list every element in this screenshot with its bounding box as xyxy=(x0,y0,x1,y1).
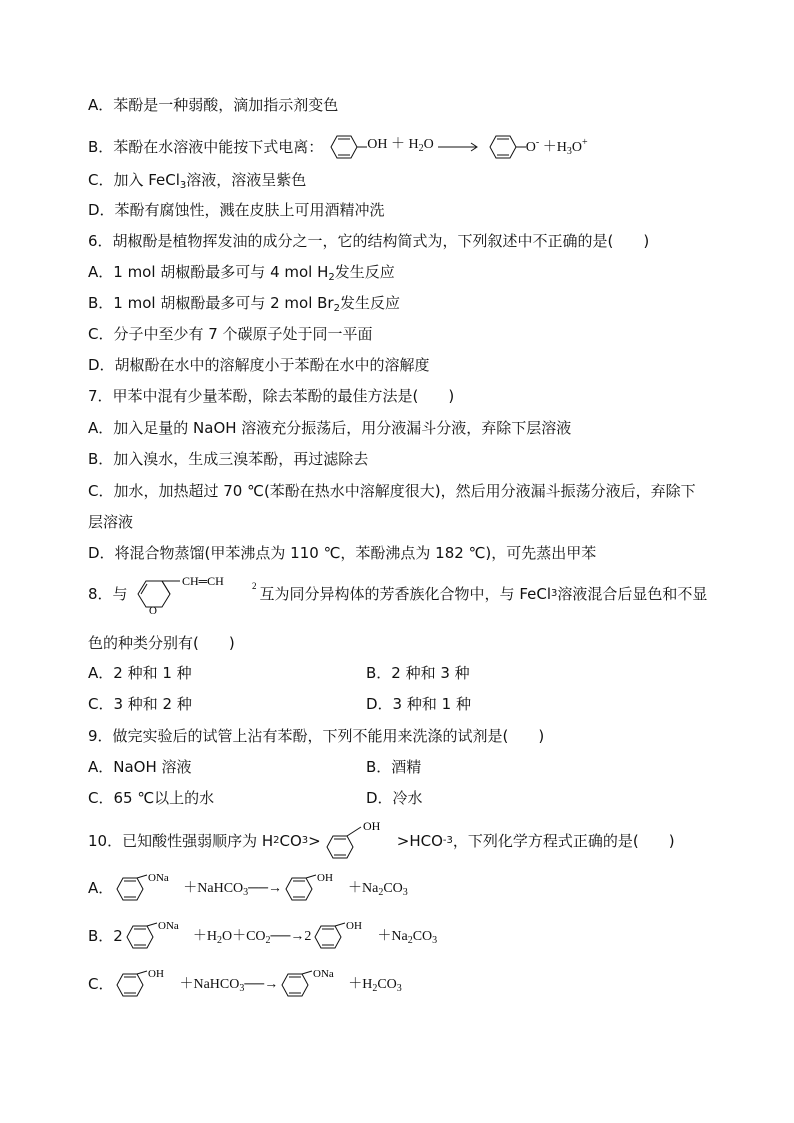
q9-option-c: C．65 ℃以上的水 xyxy=(88,789,215,807)
q7-option-b: B．加入溴水，生成三溴苯酚，再过滤除去 xyxy=(88,450,369,468)
q8-option-a: A．2 种和 1 种 xyxy=(88,664,192,682)
phenol-oh-label: OH xyxy=(362,819,381,833)
q10-option-a: A． ONa ＋NaHCO$_3$──→ OH $+Na_2CO_3$ xyxy=(88,872,408,902)
q7-stem: 7．甲苯中混有少量苯酚，除去苯酚的最佳方法是( ) xyxy=(88,387,455,405)
q7-option-d: D．将混合物蒸馏(甲苯沸点为 110 ℃，苯酚沸点为 182 ℃)，可先蒸出甲苯 xyxy=(88,544,597,562)
q8-option-d: D．3 种和 1 种 xyxy=(366,695,471,713)
svg-text:ONa: ONa xyxy=(157,920,179,932)
sodium-phenoxide-icon xyxy=(278,968,348,998)
q8-option-b: B．2 种和 3 种 xyxy=(366,664,470,682)
q6-option-b: B．1 mol 胡椒酚最多可与 2 mol $Br_2$发生反应 xyxy=(88,294,400,314)
q8-stem-line2: 色的种类分别有( ) xyxy=(88,634,235,652)
vinyl-label: CH═CH xyxy=(181,574,224,588)
q6-option-a: A．1 mol 胡椒酚最多可与 4 mol $H_2$发生反应 xyxy=(88,263,395,283)
q10-option-b: B．2 ONa $+H_2O+CO_2──\to 2$ OH $+Na_2CO_3$ xyxy=(88,920,437,950)
phenol-icon xyxy=(113,968,179,998)
q6-stem: 6．胡椒酚是植物挥发油的成分之一，它的结构简式为，下列叙述中不正确的是( ) xyxy=(88,232,650,250)
vinyl-subscript: 2 xyxy=(251,581,257,591)
q8-stem: 8．与 O CH═CH 2 互为同分异构体的芳香族化合物中，与 FeCl 3 溶液混合后显色和不显 xyxy=(88,574,708,616)
q9-option-d: D．冷水 xyxy=(366,789,423,807)
q7-option-c-line2: 层溶液 xyxy=(88,513,134,531)
benzene-ring-icon xyxy=(482,132,526,162)
q5-option-a: A．苯酚是一种弱酸，滴加指示剂变色 xyxy=(88,96,339,114)
q8-option-c: C．3 种和 2 种 xyxy=(88,695,192,713)
q10-option-c: C． OH ＋NaHCO$_3$──→ ONa $+H_2CO_3$ xyxy=(88,968,402,998)
pyran-vinyl-molecule-icon xyxy=(128,572,260,616)
ring-oxygen-label: O xyxy=(148,605,157,616)
q5-option-c: C．加入 FeCl$_3$溶液，溶液呈紫色 xyxy=(88,171,307,191)
q9-stem: 9．做完实验后的试管上沾有苯酚，下列不能用来洗涤的试剂是( ) xyxy=(88,727,545,745)
sodium-phenoxide-icon xyxy=(123,920,193,950)
q5-b-prefix: B．苯酚在水溶液中能按下式电离： xyxy=(88,138,324,156)
q5-option-b: B．苯酚在水溶液中能按下式电离： OH ＋ $H_2O$ $O^- +H_3O^+$ xyxy=(88,132,588,162)
phenol-icon xyxy=(282,872,348,902)
svg-text:ONa: ONa xyxy=(313,968,334,980)
svg-text:OH: OH xyxy=(317,872,333,884)
phenol-icon xyxy=(311,920,377,950)
reaction-arrow-icon xyxy=(434,141,482,153)
q9-option-b: B．酒精 xyxy=(366,758,422,776)
q9-option-a: A．NaOH 溶液 xyxy=(88,758,192,776)
sodium-phenoxide-icon xyxy=(113,872,183,902)
svg-text:ONa: ONa xyxy=(148,872,170,884)
q10-stem: 10．已知酸性强弱顺序为 H 2 CO 3 > OH >HCO -3 ，下列化学方程式正确的是( ) xyxy=(88,815,675,867)
svg-text:OH: OH xyxy=(346,920,363,932)
benzene-ring-icon xyxy=(323,132,367,162)
q7-option-c-line1: C．加水，加热超过 70 ℃(苯酚在热水中溶解度很大)，然后用分液漏斗振荡分液后，弃除下 xyxy=(88,482,696,500)
phenol-structure-icon xyxy=(321,815,397,867)
q7-option-a: A．加入足量的 NaOH 溶液充分振荡后，用分液漏斗分液，弃除下层溶液 xyxy=(88,419,572,437)
svg-text:OH: OH xyxy=(148,968,165,980)
q6-option-c: C．分子中至少有 7 个碳原子处于同一平面 xyxy=(88,325,373,343)
q6-option-d: D．胡椒酚在水中的溶解度小于苯酚在水中的溶解度 xyxy=(88,356,430,374)
q5-option-d: D．苯酚有腐蚀性，溅在皮肤上可用酒精冲洗 xyxy=(88,201,385,219)
